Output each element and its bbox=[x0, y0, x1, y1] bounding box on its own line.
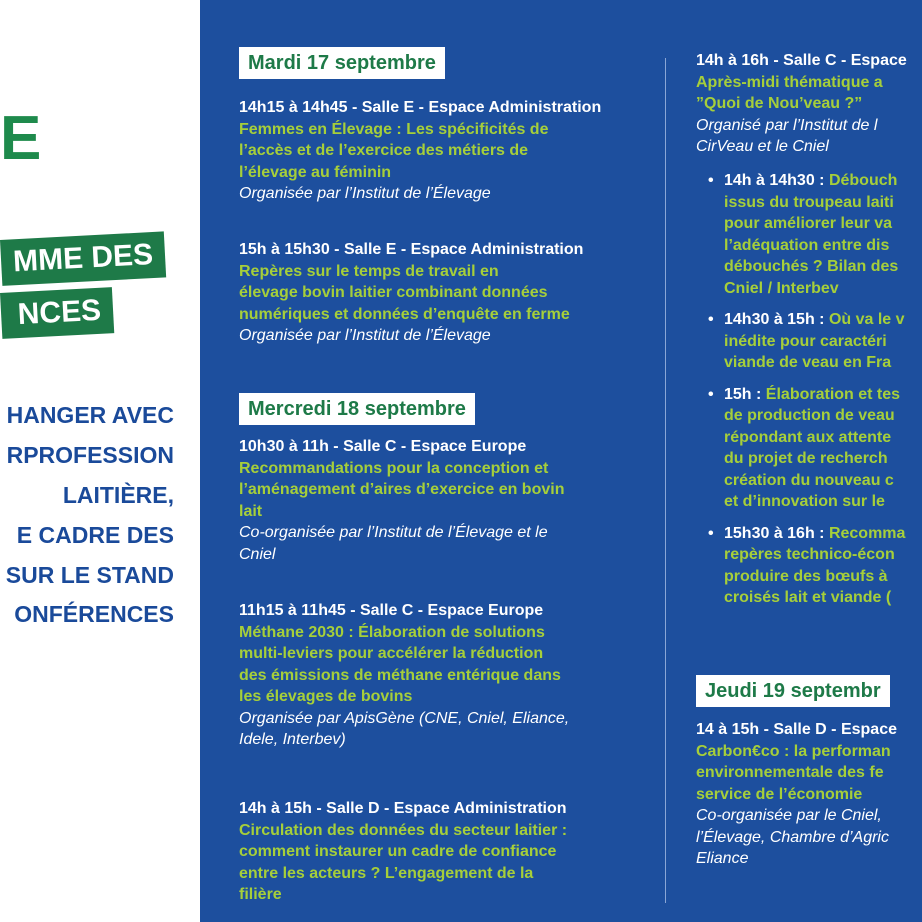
session-time: 14h à 16h - Salle C - Espace bbox=[696, 52, 907, 69]
session-organizer: Co-organisée par le Cniel, l’Élevage, Chambre d’Agric Eliance bbox=[696, 807, 889, 867]
intro-line-4: E CADRE DES bbox=[16, 522, 174, 548]
session-item bbox=[239, 600, 659, 751]
intro-line-5: SUR LE STAND bbox=[5, 562, 174, 588]
list-item: • 14h30 à 15h : Où va le v inédite pour caractéri viande de veau en Fra bbox=[696, 309, 922, 374]
session-bullet-list bbox=[696, 170, 922, 619]
session-organizer: Organisé par l’Institut de l CirVeau et le Cniel bbox=[696, 116, 878, 155]
session-title: Femmes en Élevage : Les spécificités de l’accès et de l’exercice des métiers de l’élevage au féminin bbox=[239, 120, 549, 181]
intro-line-3: LAITIÈRE, bbox=[62, 482, 174, 508]
session-time: 15h à 15h30 - Salle E - Espace Administration bbox=[239, 241, 584, 258]
list-item: • 15h : Élaboration et tes de production de veau répondant aux attente du projet de recherch création du nouveau c et d’innovation sur le bbox=[696, 384, 922, 513]
intro-line-6: ONFÉRENCES bbox=[14, 601, 174, 627]
day-heading-tuesday: Mardi 17 septembre bbox=[239, 47, 445, 79]
session-title: Repères sur le temps de travail en élevage bovin laitier combinant données numériques et données d’enquête en ferme bbox=[239, 262, 570, 323]
session-time: 14h15 à 14h45 - Salle E - Espace Administration bbox=[239, 99, 602, 116]
session-item bbox=[239, 239, 659, 347]
session-organizer: Organisée par ApisGène (CNE, Cniel, Eliance, Idele, Interbev) bbox=[239, 709, 570, 748]
session-item bbox=[239, 97, 659, 205]
session-title: Recommandations pour la conception et l’aménagement d’aires d’exercice en bovin lait bbox=[239, 459, 565, 520]
session-item bbox=[239, 436, 659, 565]
session-title: Circulation des données du secteur laitier : comment instaurer un cadre de confiance entre les acteurs ? L’engagement de la filière bbox=[239, 821, 568, 903]
programme-heading-line-2: NCES bbox=[0, 287, 114, 339]
day-heading-thursday: Jeudi 19 septembr bbox=[696, 675, 890, 707]
left-panel bbox=[0, 0, 200, 922]
session-time: 10h30 à 11h - Salle C - Espace Europe bbox=[239, 438, 527, 455]
session-organizer: Organisée par l’Institut de l’Élevage bbox=[239, 185, 491, 202]
session-item bbox=[239, 798, 659, 906]
intro-line-1: HANGER AVEC bbox=[6, 402, 174, 428]
intro-line-2: RPROFESSION bbox=[6, 442, 174, 468]
big-letter: E bbox=[0, 104, 42, 173]
session-organizer: Co-organisée par l’Institut de l’Élevage et le Cniel bbox=[239, 524, 548, 563]
column-divider bbox=[665, 58, 666, 903]
day-heading-wednesday: Mercredi 18 septembre bbox=[239, 393, 475, 425]
programme-heading-line-1: MME DES bbox=[0, 231, 166, 286]
list-item: • 15h30 à 16h : Recomma repères technico-écon produire des bœufs à croisés lait et viande ( bbox=[696, 523, 922, 609]
session-time: 14 à 15h - Salle D - Espace bbox=[696, 721, 897, 738]
session-item bbox=[696, 50, 922, 158]
session-time: 14h à 15h - Salle D - Espace Administration bbox=[239, 800, 567, 817]
session-time: 11h15 à 11h45 - Salle C - Espace Europe bbox=[239, 602, 544, 619]
program-panel bbox=[200, 0, 922, 922]
session-title: Après-midi thématique a ”Quoi de Nou’veau ?” bbox=[696, 73, 883, 112]
session-title: Méthane 2030 : Élaboration de solutions multi-leviers pour accélérer la réduction des émissions de méthane entérique dans les élevages de bovins bbox=[239, 623, 561, 705]
session-item bbox=[696, 719, 922, 870]
list-item: • 14h à 14h30 : Débouch issus du troupeau laiti pour améliorer leur va l’adéquation entre dis débouchés ? Bilan des Cniel / Interbev bbox=[696, 170, 922, 299]
session-organizer: Organisée par l’Institut de l’Élevage bbox=[239, 327, 491, 344]
session-title: Carbon€co : la performan environnementale des fe service de l’économie bbox=[696, 742, 891, 803]
